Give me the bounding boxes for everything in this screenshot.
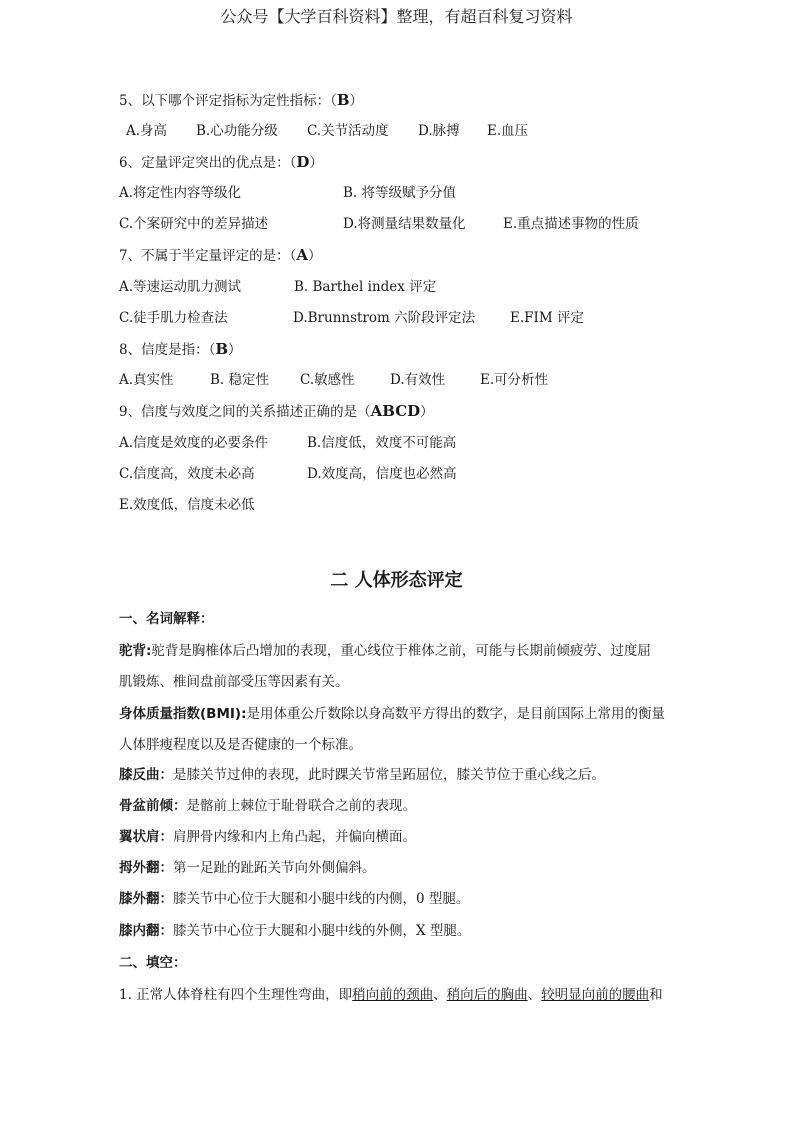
option-e: E.FIM 评定	[510, 310, 584, 326]
definition-text: 驼背是胸椎体后凸增加的表现，重心线位于椎体之前，可能与长期前倾疲劳、过度屈	[151, 643, 651, 659]
question-close: ）	[228, 342, 242, 358]
section-title: 二 人体形态评定	[330, 570, 463, 591]
definition-text: 第一足趾的趾跖关节向外侧偏斜。	[173, 860, 376, 876]
part-heading-fill-in: 二、填空：	[119, 955, 187, 971]
definition-text: 是膝关节过伸的表现，此时踝关节常呈跖屈位，膝关节位于重心线之后。	[173, 767, 605, 783]
option-c: C.个案研究中的差异描述	[119, 216, 269, 232]
question-8	[119, 339, 242, 360]
option-b: B. Barthel index 评定	[294, 279, 437, 295]
question-9-options-row3	[119, 495, 255, 515]
definition-text: 膝关节中心位于大腿和小腿中线的外侧，X 型腿。	[173, 923, 471, 939]
option-d: D.脉搏	[418, 123, 460, 139]
part-heading-definitions: 一、名词解释：	[119, 611, 214, 627]
fill-separator: 、	[433, 987, 447, 1003]
definition-term: 膝反曲：	[119, 767, 173, 783]
question-6-options-row2	[119, 214, 679, 234]
definition-term: 膝外翻：	[119, 891, 173, 907]
option-e: E.效度低，信度未必低	[119, 497, 255, 513]
option-e: E.可分析性	[480, 372, 549, 388]
option-e: E.血压	[487, 123, 529, 139]
definition-text: 膝关节中心位于大腿和小腿中线的内侧，0 型腿。	[173, 891, 470, 907]
definition-item	[119, 796, 416, 816]
question-answer: ABCD	[370, 402, 421, 420]
question-stem: 7、不属于半定量评定的是：（	[119, 248, 297, 264]
question-9-options-row1	[119, 433, 679, 453]
question-close: ）	[307, 248, 322, 264]
definition-item	[119, 704, 665, 724]
option-a: A.将定性内容等级化	[119, 185, 242, 201]
definition-text: 是髂前上棘位于耻骨联合之前的表现。	[186, 798, 416, 814]
option-b: B.信度低，效度不可能高	[307, 435, 457, 451]
definition-text: 是用体重公斤数除以身高数平方得出的数字，是目前国际上常用的衡量	[246, 706, 665, 722]
question-7	[119, 245, 321, 266]
question-7-options-row2	[119, 308, 679, 328]
question-9	[119, 401, 434, 422]
question-stem: 8、信度是指：（	[119, 342, 216, 358]
definition-term: 驼背:	[119, 643, 152, 659]
question-8-options	[119, 370, 679, 390]
option-d: D.效度高，信度也必然高	[307, 466, 457, 482]
question-5-options	[119, 121, 679, 141]
option-a: A.信度是效度的必要条件	[119, 435, 269, 451]
definition-item	[119, 921, 470, 941]
option-d: D.将测量结果数量化	[343, 216, 466, 232]
definition-term: 膝内翻：	[119, 923, 173, 939]
definition-continuation: 肌锻炼、椎间盘前部受压等因素有关。	[119, 674, 349, 690]
question-6-options-row1	[119, 183, 679, 203]
definition-term: 骨盆前倾：	[119, 798, 187, 814]
definition-text: 肩胛骨内缘和内上角凸起，并偏向横面。	[173, 829, 416, 845]
question-5	[119, 90, 363, 111]
definition-item	[119, 765, 605, 785]
definition-continuation: 人体胖瘦程度以及是否健康的一个标准。	[119, 737, 362, 753]
page-header: 公众号【大学百科资料】整理，有超百科复习资料	[220, 7, 573, 26]
question-6	[119, 152, 323, 173]
option-a: A.真实性	[119, 372, 174, 388]
fill-separator: 、	[527, 987, 542, 1003]
question-close: ）	[349, 93, 364, 109]
definition-term: 身体质量指数(BMI):	[119, 706, 247, 722]
fill-blank: 稍向前的颈曲	[352, 987, 434, 1003]
question-9-options-row2	[119, 464, 679, 484]
definition-item	[119, 641, 651, 661]
option-c: C.敏感性	[300, 372, 355, 388]
definition-item	[119, 827, 416, 847]
question-close: ）	[309, 155, 323, 171]
question-stem: 5、以下哪个评定指标为定性指标：（	[119, 93, 337, 109]
question-7-options-row1	[119, 277, 679, 297]
option-a: A.身高	[126, 123, 168, 139]
definition-term: 拇外翻：	[119, 860, 173, 876]
question-close: ）	[420, 404, 434, 420]
option-e: E.重点描述事物的性质	[503, 216, 639, 232]
option-c: C.信度高，效度未必高	[119, 466, 255, 482]
definition-term: 翼状肩：	[119, 829, 173, 845]
question-stem: 9、信度与效度之间的关系描述正确的是（	[119, 404, 371, 420]
definition-item	[119, 858, 376, 878]
fill-suffix: 和	[649, 987, 663, 1003]
option-b: B.心功能分级	[196, 123, 278, 139]
question-answer: D	[296, 153, 310, 171]
question-stem: 6、定量评定突出的优点是：（	[119, 155, 297, 171]
fill-prefix: 1. 正常人体脊柱有四个生理性弯曲，即	[119, 987, 353, 1003]
fill-in-question-1	[119, 985, 663, 1005]
fill-blank: 较明显向前的腰曲	[541, 987, 650, 1003]
option-d: D.Brunnstrom 六阶段评定法	[293, 310, 476, 326]
question-answer: B	[215, 340, 229, 358]
option-c: C.关节活动度	[307, 123, 389, 139]
fill-blank: 稍向后的胸曲	[446, 987, 528, 1003]
question-answer: B	[336, 91, 350, 109]
definition-item	[119, 889, 469, 909]
option-b: B. 将等级赋予分值	[343, 185, 457, 201]
option-d: D.有效性	[390, 372, 446, 388]
option-c: C.徒手肌力检查法	[119, 310, 228, 326]
option-a: A.等速运动肌力测试	[119, 279, 242, 295]
option-b: B. 稳定性	[210, 372, 270, 388]
question-answer: A	[296, 246, 308, 264]
